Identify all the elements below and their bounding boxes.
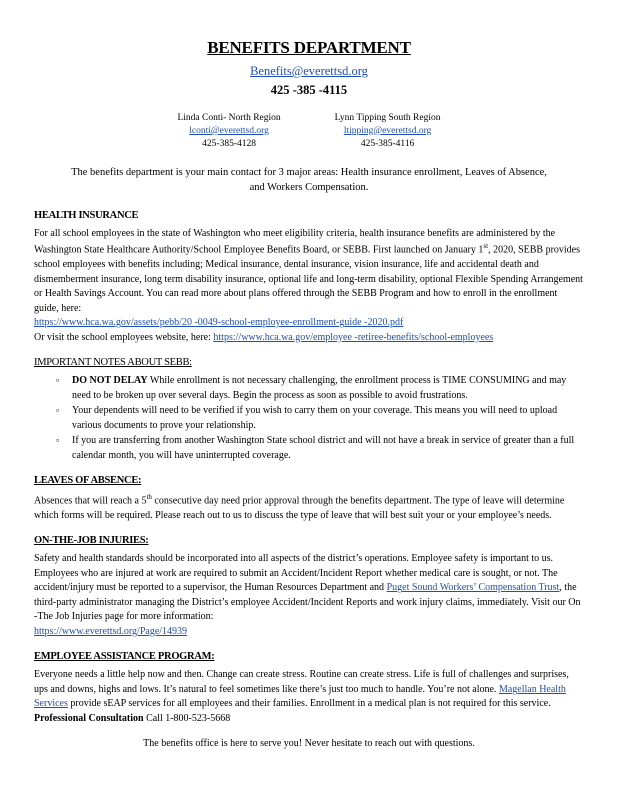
magellan-link[interactable]: Magellan Health Services (34, 683, 566, 710)
health-paragraph (34, 227, 584, 345)
eap-bold: Professional Consultation (34, 712, 144, 724)
contact-email-link[interactable]: ltipping@everettsd.org (343, 125, 432, 136)
bullet-icon: ▫ (56, 435, 60, 446)
list-item (56, 404, 584, 433)
school-employees-website-link[interactable]: https://www.hca.wa.gov/employee -retiree-benefits/school-employees (213, 331, 494, 343)
bullet-icon: ▫ (56, 375, 60, 386)
closing-line: The benefits office is here to serve you! Never hesitate to reach out with questions. (143, 738, 475, 750)
contact-email-link[interactable]: lconti@everettsd.org (189, 125, 269, 136)
eap-text-b: provide sEAP services for all employees and their families. Enrollment in a medical plan is not required for this service. (67, 698, 551, 710)
list-item-text: Your dependents will need to be verified if you wish to carry them on your coverage. This means you will need to upload various documents to prove your relationship. (72, 405, 558, 431)
injuries-text-a: Safety and health standards should be incorporated into all aspects of the district’s operations. Employee safety is important to us. Employees who are injured at work are required to submit an Accident/Incident Report whether medical care is sought, or not. The accident/injury must be reported to a supervisor, the Human Resources Department and (34, 553, 558, 594)
intro-paragraph: The benefits department is your main contact for 3 major areas: Health insurance enrollment, Leaves of Absence, and Workers Compensation. (71, 167, 547, 194)
eap-text-c: Call 1-800-523-5668 (143, 712, 231, 724)
enrollment-guide-link[interactable]: https://www.hca.wa.gov/assets/pebb/20 -0049-school-employee-enrollment-guide -2020.pdf (34, 317, 404, 329)
department-email (34, 64, 584, 79)
list-item-text: While enrollment is not necessary challenging, the enrollment process is TIME CONSUMING and may need to be broken up over several days. Begin the process as soon as possible to avoid frustrations. (72, 375, 567, 401)
section-heading-injuries: ON-THE-JOB INJURIES: (34, 535, 149, 547)
leaves-sup: th (146, 493, 152, 502)
contact-north (177, 112, 280, 150)
regional-contacts (34, 112, 584, 150)
section-heading-eap: EMPLOYEE ASSISTANCE PROGRAM: (34, 651, 215, 663)
section-heading-health: HEALTH INSURANCE (34, 209, 139, 221)
page-title: BENEFITS DEPARTMENT (207, 38, 411, 57)
eap-paragraph (34, 668, 584, 726)
section-heading-notes: IMPORTANT NOTES ABOUT SEBB: (34, 357, 192, 369)
contact-phone: 425-385-4116 (360, 138, 415, 149)
notes-list (34, 374, 584, 463)
health-text-a: For all school employees in the state of Washington who meet eligibility criteria, health insurance benefits are administered by the Washington State Healthcare Authority/School Employee Benefits Board, or SEBB. First launched on January 1 (34, 227, 556, 256)
puget-sound-trust-link[interactable]: Puget Sound Workers’ Compensation Trust (386, 582, 560, 594)
leaves-text-a: Absences that will reach a 5 (34, 495, 147, 507)
website-prefix: Or visit the school employees website, here: (34, 331, 214, 343)
bullet-icon: ▫ (56, 405, 60, 416)
contact-south (335, 112, 441, 150)
contact-phone: 425-385-4128 (202, 138, 256, 149)
department-email-link[interactable]: Benefits@everettsd.org (250, 64, 368, 78)
list-item (56, 374, 584, 403)
list-item (56, 434, 584, 463)
health-text-b: , 2020, SEBB provides school employees with benefits including; Medical insurance, dental insurance, vision insurance, life and accidental death and dismemberment insurance, long term disability insurance, optional life and long-term disability, optional Flexible Spending Arrangement or Health Savings Account. You can read more about plans offered through the SEBB Program and how to enroll in the enrollment guide, here: (34, 244, 583, 314)
list-item-bold: DO NOT DELAY (72, 375, 148, 387)
health-sup: st (483, 242, 489, 251)
list-item-text: If you are transferring from another Washington State school district and will not have a break in service of greater than a full calendar month, you will have uninterrupted coverage. (72, 435, 575, 461)
injuries-paragraph (34, 552, 584, 639)
eap-text-a: Everyone needs a little help now and then. Change can create stress. Routine can create stress. Life is full of challenges and surprises, ups and downs, highs and lows. It’s natural to feel sometimes like there’s just too much to handle. You’re not alone. (34, 669, 569, 695)
contact-name: Lynn Tipping South Region (334, 113, 441, 123)
department-phone: 425 -385 -4115 (270, 83, 348, 97)
injuries-text-b: , the third-party administrator managing the District’s employee Accident/Incident Reports and work injury claims, immediately. Visit our On -The Job Injuries page for more information: (34, 582, 581, 623)
injuries-page-link[interactable]: https://www.everettsd.org/Page/14939 (34, 625, 188, 637)
section-heading-leaves: LEAVES OF ABSENCE: (34, 475, 142, 487)
leaves-text-b: consecutive day need prior approval through the benefits department. The type of leave will determine which forms will be required. Please reach out to us to discuss the type of leave that will best suit your or your employee’s needs. (34, 495, 565, 521)
contact-name: Linda Conti- North Region (177, 113, 281, 123)
leaves-paragraph (34, 492, 584, 523)
